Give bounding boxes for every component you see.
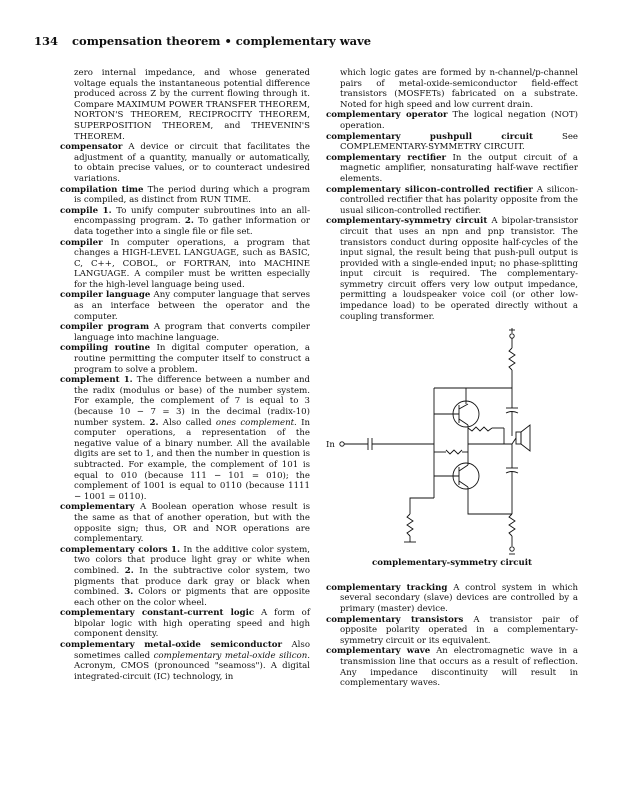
entry-complementary-wave: [326, 646, 578, 688]
negative-supply-terminal: [510, 547, 514, 551]
entry-compensator: [60, 142, 310, 184]
input-terminal: [340, 442, 344, 446]
term: complementary wave: [326, 646, 431, 657]
entry-compiler-program: [60, 322, 310, 343]
term: compiling routine: [60, 343, 151, 354]
definition: A program that converts compiler language into machine language.: [74, 322, 310, 343]
definition: Acronym, CMOS (pronounced "seamoss"). A digital integrated-circuit (IC) technology, in: [74, 661, 310, 682]
loudspeaker: [516, 432, 521, 444]
term: complementary: [60, 502, 135, 513]
emitter-resistor: [468, 427, 492, 431]
input-label: In: [326, 440, 335, 451]
left-column: [60, 68, 310, 682]
italic-term: complementary metal-oxide silicon.: [153, 650, 310, 661]
definition: In the subtractive color system, two pigments that produce dark gray or black when combined.: [74, 565, 310, 598]
definition: The period during which a program is compiled, as distinct from RUN TIME.: [74, 184, 311, 206]
definition: A silicon-controlled rectifier that has polarity opposite from the usual silicon-controlled rectifier.: [340, 184, 579, 216]
entry-complementary-symmetry-circuit: [326, 216, 578, 322]
running-header: [34, 34, 371, 48]
definition: The difference between a number and the radix (modulus or base) of the number system. For example, the complement of 7 is equal to 3 (because 10 − 7 = 3) in the decimal (radix-10) number system.: [74, 375, 311, 428]
definition: To gather information or data together into a single file or file set.: [74, 216, 310, 237]
sense-number: 2.: [184, 216, 194, 227]
complementary-symmetry-schematic: [326, 328, 578, 556]
definition: In computer operations, a program that changes a HIGH-LEVEL LANGUAGE, such as BASIC, C, C++, COBOL, or FORTRAN, into MACHINE LANGUAGE. A compiler must be written especially for the high-level language being used.: [74, 237, 310, 290]
term: compensator: [60, 142, 123, 153]
definition: To unify computer subroutines into an all-encompassing program.: [74, 205, 311, 227]
entry-complementary-pushpull-circuit: [326, 132, 578, 153]
term: complementary-symmetry circuit: [326, 216, 488, 227]
term: compile: [60, 205, 99, 216]
circuit-figure: [326, 328, 578, 556]
entry-compiling-routine: [60, 343, 310, 375]
entry-complementary-operator: [326, 110, 578, 131]
definition: In digital computer operation, a routine permitting the computer itself to construct a program to solve a problem.: [74, 343, 310, 375]
entry-compiler: [60, 238, 310, 291]
term: compilation time: [60, 184, 144, 195]
definition: A Boolean operation whose result is the same as that of another operation, but with the opposite sign; thus, OR and NOR operations are complementary.: [74, 502, 311, 545]
sense-number: 2.: [149, 417, 159, 428]
definition: In the output circuit of a magnetic amplifier, nonsaturating half-wave rectifier elements.: [340, 152, 578, 184]
entry-complementary-rectifier: [326, 153, 578, 185]
term: compiler language: [60, 290, 151, 301]
term: complementary colors: [60, 544, 168, 555]
definition: In computer operations, a representation of the negative value of a binary number. All the available digits are set to 1, and then the number in question is subtracted. For example, the complement of 101 is equal to 010 (because 111 − 101 = 010); the complement of 1001 is equal to 0110 (because 1111 − 1001 = 0110).: [74, 417, 310, 502]
entry-complementary: [60, 502, 310, 544]
entry-complementary-scr: [326, 185, 578, 217]
entry-complementary-transistors: [326, 615, 578, 647]
definition: Also called: [162, 417, 212, 428]
entry-complementary-mos: [60, 640, 310, 682]
term: complementary constant-current logic: [60, 608, 255, 619]
top-resistor: [509, 348, 515, 370]
sense-number: 2.: [124, 565, 134, 576]
definition: See COMPLEMENTARY-SYMMETRY CIRCUIT.: [340, 131, 578, 153]
bias-diode: [446, 450, 462, 454]
italic-term: ones complement.: [215, 417, 297, 428]
definition: The logical negation (NOT) operation.: [340, 110, 578, 131]
entry-compiler-language: [60, 290, 310, 322]
bottom-resistor: [509, 514, 515, 536]
term: complementary operator: [326, 110, 448, 121]
term: complementary rectifier: [326, 152, 447, 163]
sense-number: 1.: [123, 375, 133, 386]
definition: A transistor pair of opposite polarity operated in a complementary-symmetry circuit or its equivalent.: [340, 614, 579, 646]
term: complementary silicon-controlled rectifier: [326, 184, 533, 195]
entry-complement: [60, 375, 310, 502]
entry-continuation: which logic gates are formed by n-channel/p-channel pairs of metal-oxide-semiconductor field-effect transistors (MOSFETs) fabricated on a substrate. Noted for high speed and low current drain.: [340, 68, 578, 110]
definition: A bipolar-transistor circuit that uses an npn and pnp transistor. The transistors conduct during opposite half-cycles of the input signal, the result being that push-pull output is provided with a single-ended input; no phase-splitting input circuit is required. The complementary-symmetry circuit offers very low output impedance, permitting a loudspeaker voice coil (or other low-impedance load) to be operated directly without a coupling transformer.: [340, 216, 578, 322]
term: complementary tracking: [326, 582, 448, 593]
definition: A device or circuit that facilitates the adjustment of a quantity, manually or automatically, to obtain precise values, or to counteract undesired variations.: [74, 142, 311, 184]
sense-number: 1.: [102, 205, 112, 216]
term: complementary transistors: [326, 614, 464, 625]
term: compiler: [60, 237, 103, 248]
entry-compilation-time: [60, 185, 310, 206]
entry-compile: [60, 206, 310, 238]
definition: A control system in which several secondary (slave) devices are controlled by a primary (master) device.: [340, 582, 579, 615]
figure-caption: complementary-symmetry circuit: [372, 558, 532, 569]
entry-complementary-tracking: [326, 583, 578, 615]
bias-resistor: [407, 514, 413, 536]
sense-number: 1.: [171, 544, 180, 555]
term: complementary pushpull circuit: [326, 131, 533, 142]
definition: Any computer language that serves as an interface between the operator and the computer.: [74, 290, 311, 322]
positive-supply-terminal: [510, 334, 514, 338]
entry-continuation: zero internal impedance, and whose generated voltage equals the instantaneous potential difference produced across Z by the current flowing through it. Compare MAXIMUM POWER TRANSFER THEOREM, NORTON'S THEOREM, RECIPROCITY THEOREM, SUPERPOSITION THEOREM, and THEVENIN'S THEOREM.: [74, 68, 310, 142]
page-number: 134: [34, 34, 59, 48]
sense-number: 3.: [124, 587, 134, 598]
definition: Also sometimes called: [74, 640, 311, 661]
definition: A form of bipolar logic with high operating speed and high component density.: [74, 608, 311, 640]
entry-complementary-constant-current-logic: [60, 608, 310, 640]
definition: In the additive color system, two colors that produce light gray or white when combined.: [74, 544, 310, 576]
term: complementary metal-oxide semiconductor: [60, 640, 283, 651]
term: compiler program: [60, 322, 150, 333]
entry-complementary-colors: [60, 545, 310, 609]
definition: An electromagnetic wave in a transmission line that occurs as a result of reflection. Any impedance discontinuity will result in complementary waves.: [340, 646, 578, 689]
running-head-title: compensation theorem • complementary wave: [72, 34, 372, 48]
term: complement: [60, 375, 120, 386]
definition: Colors or pigments that are opposite each other on the color wheel.: [74, 587, 310, 608]
right-column: [326, 68, 578, 689]
